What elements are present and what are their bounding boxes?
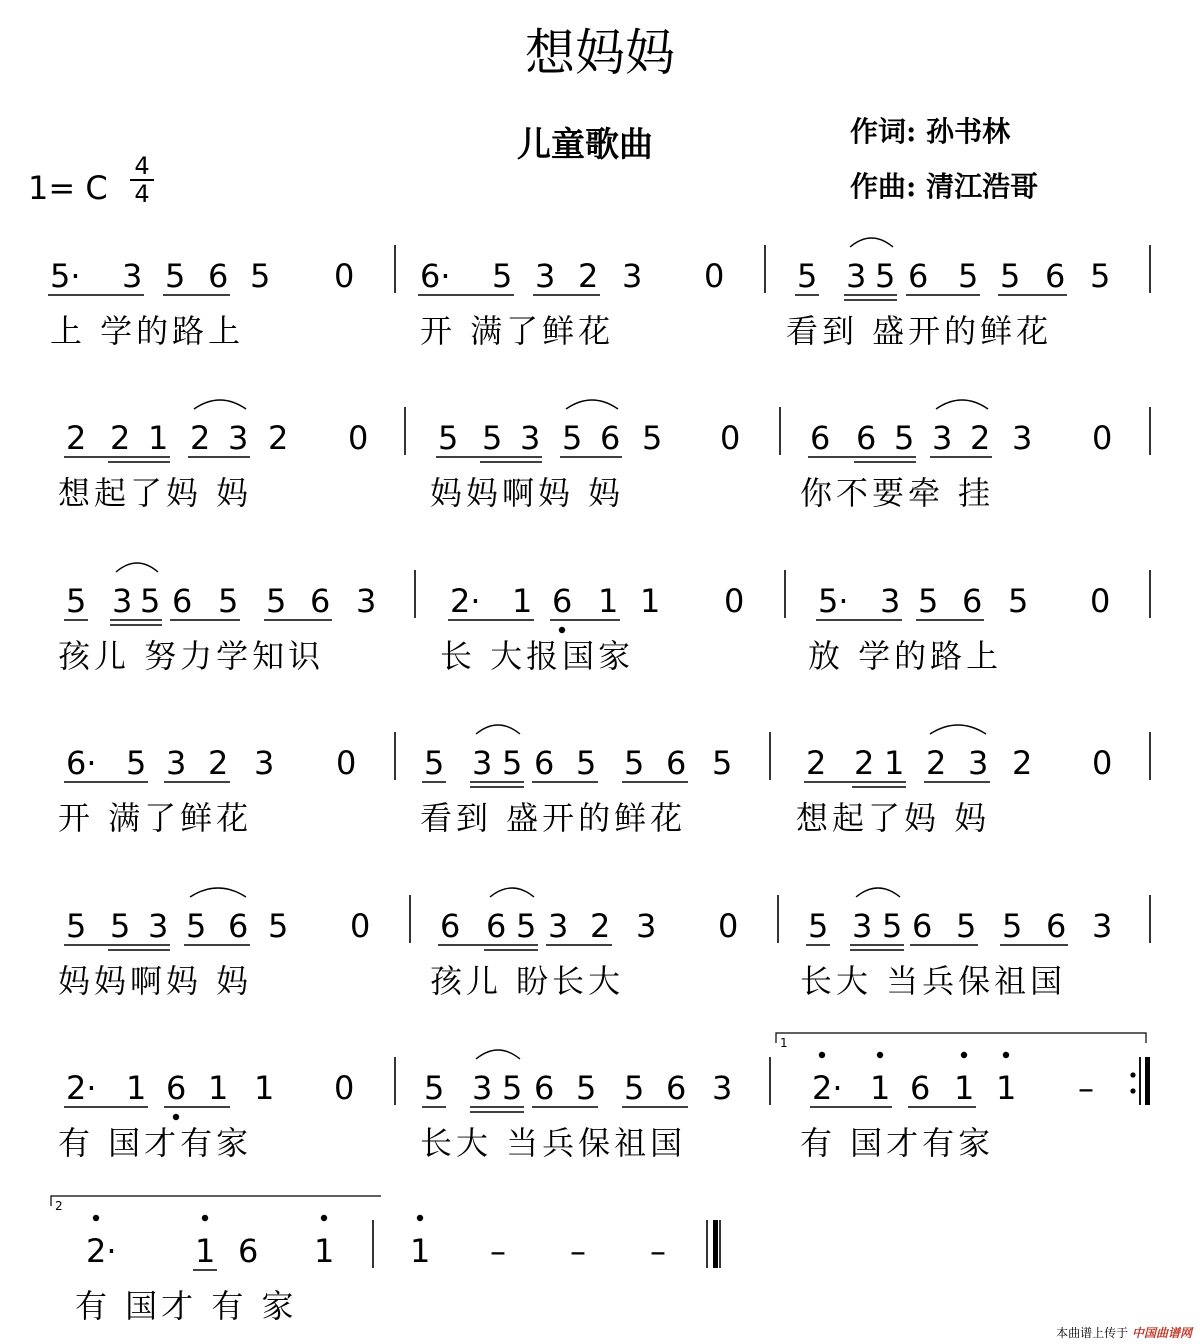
note: 2· bbox=[812, 1069, 843, 1107]
note: 5 bbox=[424, 1069, 445, 1107]
note: 3 bbox=[712, 1069, 733, 1107]
composer-credit: 作曲: 清江浩哥 bbox=[850, 170, 1039, 203]
note: 2 bbox=[806, 744, 827, 782]
note: 1 bbox=[598, 582, 619, 620]
note: 2 bbox=[190, 419, 211, 457]
slur bbox=[194, 400, 246, 409]
note: 2 bbox=[926, 744, 947, 782]
note: – bbox=[490, 1232, 506, 1270]
note: 1 bbox=[870, 1069, 891, 1107]
note: 3 bbox=[472, 744, 493, 782]
note: 5 bbox=[516, 907, 537, 945]
slur bbox=[936, 400, 988, 409]
note: 5 bbox=[562, 419, 583, 457]
octave-dot bbox=[819, 1052, 825, 1058]
note: 6 bbox=[1046, 907, 1067, 945]
note: 5 bbox=[1000, 257, 1021, 295]
time-denominator: 4 bbox=[134, 180, 150, 208]
note: 6 bbox=[440, 907, 461, 945]
note: 5 bbox=[482, 419, 503, 457]
note: 5 bbox=[186, 907, 207, 945]
lyric-line: 长 大报国家 bbox=[440, 637, 635, 675]
final-thick-bar bbox=[713, 1220, 718, 1268]
lyric-line: 孩儿 努力学知识 bbox=[58, 637, 325, 675]
lyric-line: 开 满了鲜花 bbox=[58, 799, 253, 837]
note: 1 bbox=[314, 1232, 335, 1270]
lyric-line: 放 学的路上 bbox=[808, 637, 1003, 675]
repeat-dot bbox=[1130, 1088, 1135, 1093]
note: 0 bbox=[720, 419, 741, 457]
slur bbox=[930, 725, 986, 734]
octave-dot bbox=[173, 1114, 179, 1120]
note: 3 bbox=[148, 907, 169, 945]
note: 5 bbox=[882, 907, 903, 945]
note: 3 bbox=[548, 907, 569, 945]
repeat-dot bbox=[1130, 1072, 1135, 1077]
lyric-line: 有 国才有家 bbox=[58, 1124, 253, 1162]
note: 2 bbox=[66, 419, 87, 457]
note: 3 bbox=[1012, 419, 1033, 457]
note: 5· bbox=[50, 257, 81, 295]
note: 2 bbox=[268, 419, 289, 457]
note: 5 bbox=[624, 1069, 645, 1107]
note: 0 bbox=[350, 907, 371, 945]
note: – bbox=[570, 1232, 586, 1270]
note: 0 bbox=[348, 419, 369, 457]
slur bbox=[850, 238, 893, 247]
note: 1 bbox=[208, 1069, 229, 1107]
octave-dot bbox=[559, 627, 565, 633]
site-logo: 中国曲谱网 bbox=[1131, 1326, 1192, 1340]
note: 6 bbox=[228, 907, 249, 945]
slur bbox=[476, 725, 520, 734]
note: 5 bbox=[797, 257, 818, 295]
note: – bbox=[650, 1232, 666, 1270]
note: 2· bbox=[450, 582, 481, 620]
note: 6 bbox=[600, 419, 621, 457]
note: 6 bbox=[810, 419, 831, 457]
slur bbox=[190, 888, 246, 897]
note: 6 bbox=[666, 744, 687, 782]
note: 5 bbox=[492, 257, 513, 295]
note: 5 bbox=[808, 907, 829, 945]
note: 1 bbox=[640, 582, 661, 620]
lyric-line: 有 国才有家 bbox=[800, 1124, 995, 1162]
note: 5 bbox=[502, 744, 523, 782]
slur bbox=[490, 888, 534, 897]
lyric-line: 看到 盛开的鲜花 bbox=[786, 312, 1053, 350]
note: 2 bbox=[970, 419, 991, 457]
lyric-line: 想起了妈 妈 bbox=[796, 799, 991, 837]
note: 1 bbox=[884, 744, 905, 782]
note: 0 bbox=[1092, 419, 1113, 457]
volta-number: 2 bbox=[55, 1199, 63, 1213]
note: 5 bbox=[712, 744, 733, 782]
note: 5 bbox=[424, 744, 445, 782]
note: 5 bbox=[266, 582, 287, 620]
volta-number: 1 bbox=[780, 1036, 788, 1050]
note: 1 bbox=[195, 1232, 216, 1270]
note: 3 bbox=[520, 419, 541, 457]
note: 1 bbox=[410, 1232, 431, 1270]
note: 3 bbox=[535, 257, 556, 295]
key-signature: 1= C bbox=[28, 169, 108, 207]
note: 6 bbox=[310, 582, 331, 620]
song-title: 想妈妈 bbox=[525, 24, 675, 82]
slur bbox=[476, 1050, 520, 1059]
note: 6 bbox=[552, 582, 573, 620]
octave-dot bbox=[961, 1052, 967, 1058]
note: 6 bbox=[912, 907, 933, 945]
note: 5 bbox=[438, 419, 459, 457]
note: 1 bbox=[126, 1069, 147, 1107]
note: 0 bbox=[336, 744, 357, 782]
note: 5 bbox=[218, 582, 239, 620]
slur bbox=[566, 400, 618, 409]
note: 5 bbox=[268, 907, 289, 945]
time-numerator: 4 bbox=[134, 152, 150, 180]
note: 3 bbox=[932, 419, 953, 457]
note: 1 bbox=[254, 1069, 275, 1107]
note: 6 bbox=[856, 419, 877, 457]
note: 6 bbox=[486, 907, 507, 945]
note: 3 bbox=[622, 257, 643, 295]
note: 6 bbox=[238, 1232, 259, 1270]
note: 6 bbox=[910, 1069, 931, 1107]
lyric-line: 开 满了鲜花 bbox=[420, 312, 615, 350]
octave-dot bbox=[93, 1215, 99, 1221]
note: 2 bbox=[208, 744, 229, 782]
note: 5 bbox=[918, 582, 939, 620]
note: 3 bbox=[166, 744, 187, 782]
footer-note bbox=[1056, 1324, 1192, 1342]
lyric-line: 看到 盛开的鲜花 bbox=[420, 799, 687, 837]
note: 5 bbox=[502, 1069, 523, 1107]
note: 5 bbox=[956, 907, 977, 945]
note: 1 bbox=[148, 419, 169, 457]
lyric-line: 你不要牵 挂 bbox=[800, 474, 995, 512]
slur bbox=[116, 563, 158, 572]
note: 5 bbox=[576, 744, 597, 782]
note: 3 bbox=[472, 1069, 493, 1107]
note: 6· bbox=[420, 257, 451, 295]
note: 6 bbox=[666, 1069, 687, 1107]
note: 5 bbox=[875, 257, 896, 295]
note: 1 bbox=[512, 582, 533, 620]
octave-dot bbox=[877, 1052, 883, 1058]
note: 2 bbox=[854, 744, 875, 782]
note: 5 bbox=[66, 582, 87, 620]
note: 5 bbox=[642, 419, 663, 457]
note: 2 bbox=[578, 257, 599, 295]
note: 3 bbox=[636, 907, 657, 945]
note: 5 bbox=[110, 907, 131, 945]
note: 0 bbox=[718, 907, 739, 945]
note: 6 bbox=[534, 744, 555, 782]
note: 6 bbox=[1045, 257, 1066, 295]
note: 3 bbox=[852, 907, 873, 945]
note: 5 bbox=[1090, 257, 1111, 295]
note: 6· bbox=[66, 744, 97, 782]
octave-dot bbox=[202, 1215, 208, 1221]
note: 5 bbox=[576, 1069, 597, 1107]
note: 2· bbox=[66, 1069, 97, 1107]
note: 6 bbox=[908, 257, 929, 295]
note: 1 bbox=[954, 1069, 975, 1107]
lyric-line: 孩儿 盼长大 bbox=[430, 962, 625, 1000]
note: 5 bbox=[1002, 907, 1023, 945]
note: 3 bbox=[112, 582, 133, 620]
note: 3 bbox=[122, 257, 143, 295]
note: 5· bbox=[818, 582, 849, 620]
volta-bracket bbox=[51, 1196, 381, 1206]
lyric-line: 妈妈啊妈 妈 bbox=[430, 474, 625, 512]
note: 2· bbox=[86, 1232, 117, 1270]
note: 6 bbox=[534, 1069, 555, 1107]
note: 0 bbox=[704, 257, 725, 295]
note: 5 bbox=[958, 257, 979, 295]
lyric-line: 有 国才 有 家 bbox=[75, 1287, 298, 1325]
note: 5 bbox=[1008, 582, 1029, 620]
repeat-thick-bar bbox=[1145, 1057, 1150, 1105]
note: 1 bbox=[996, 1069, 1017, 1107]
note: 5 bbox=[140, 582, 161, 620]
note: 0 bbox=[334, 1069, 355, 1107]
note: 2 bbox=[110, 419, 131, 457]
note: 2 bbox=[590, 907, 611, 945]
lyric-line: 长大 当兵保祖国 bbox=[800, 962, 1067, 1000]
note: 5 bbox=[66, 907, 87, 945]
note: 5 bbox=[250, 257, 271, 295]
upload-note: 本曲谱上传于 bbox=[1056, 1326, 1129, 1340]
note: 2 bbox=[1012, 744, 1033, 782]
note: 0 bbox=[1092, 744, 1113, 782]
song-genre: 儿童歌曲 bbox=[517, 125, 653, 165]
lyric-line: 妈妈啊妈 妈 bbox=[58, 962, 253, 1000]
note: 0 bbox=[334, 257, 355, 295]
note: 6 bbox=[172, 582, 193, 620]
note: 5 bbox=[165, 257, 186, 295]
octave-dot bbox=[417, 1215, 423, 1221]
octave-dot bbox=[321, 1215, 327, 1221]
note: 3 bbox=[356, 582, 377, 620]
note: 3 bbox=[880, 582, 901, 620]
note: 3 bbox=[846, 257, 867, 295]
lyric-line: 上 学的路上 bbox=[50, 312, 245, 350]
note: 6 bbox=[962, 582, 983, 620]
note: 3 bbox=[1092, 907, 1113, 945]
note: 3 bbox=[254, 744, 275, 782]
note: – bbox=[1078, 1069, 1094, 1107]
lyricist-credit: 作词: 孙书林 bbox=[850, 115, 1011, 148]
note: 0 bbox=[724, 582, 745, 620]
note: 0 bbox=[1090, 582, 1111, 620]
note: 3 bbox=[228, 419, 249, 457]
note: 3 bbox=[968, 744, 989, 782]
lyric-line: 想起了妈 妈 bbox=[58, 474, 253, 512]
note: 5 bbox=[126, 744, 147, 782]
note: 6 bbox=[208, 257, 229, 295]
octave-dot bbox=[1003, 1052, 1009, 1058]
note: 6 bbox=[166, 1069, 187, 1107]
note: 5 bbox=[894, 419, 915, 457]
volta-bracket bbox=[776, 1033, 1146, 1043]
lyric-line: 长大 当兵保祖国 bbox=[420, 1124, 687, 1162]
slur bbox=[856, 888, 900, 897]
note: 5 bbox=[624, 744, 645, 782]
